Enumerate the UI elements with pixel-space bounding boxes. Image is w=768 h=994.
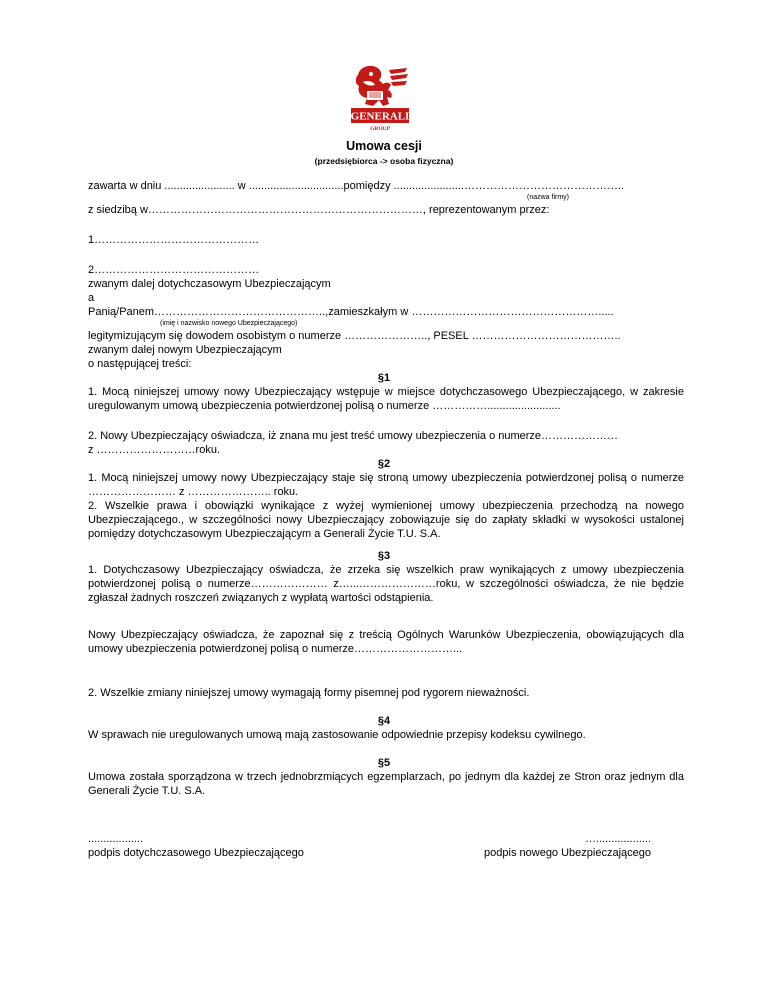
- section-1-heading: §1: [377, 372, 391, 384]
- section-2-paragraph-1: 1. Mocą niniejszej umowy nowy Ubezpieczający staje się stroną umowy ubezpieczenia potwierdzonej polisą o numerze …………………… z ………………….. roku.: [88, 472, 684, 498]
- section-4-paragraph: W sprawach nie uregulowanych umową mają zastosowanie odpowiednie przepisy kodeksu cywilnego.: [88, 729, 586, 741]
- logo-wordmark: GENERALI: [350, 110, 410, 123]
- generali-logo: [349, 64, 411, 134]
- section-1-paragraph-2-line-2: z ………………………roku.: [88, 444, 221, 456]
- section-2-heading: §2: [377, 458, 391, 470]
- section-3-paragraph-2: Nowy Ubezpieczający oświadcza, że zapoznał się z treścią Ogólnych Warunków Ubezpieczenia, obowiązujących dla umowy ubezpieczenia potwierdzonej polisą o numerze………………………...: [88, 629, 684, 655]
- contract-date-line: zawarta w dniu ....................... w ...............................pomiędzy .......................……………………………………..: [88, 180, 625, 192]
- content-intro: o następującej treści:: [88, 358, 192, 370]
- section-4-heading: §4: [377, 715, 391, 727]
- section-5-heading: §5: [377, 757, 391, 769]
- representative-2: 2………………………………………: [88, 264, 260, 276]
- section-3-paragraph-1: 1. Dotychczasowy Ubezpieczający oświadcza, że zrzeka się wszelkich praw wynikających z umowy ubezpieczenia potwierdzonej polisą o numerze………………… z…...…………………roku, w szczególności oświadcza, że nie będzie zgłaszał żadnych roszczeń związanych z wypłatą wartości odstąpienia.: [88, 564, 684, 604]
- generali-lion-icon: [349, 64, 411, 134]
- signature-right-dots: …..................: [584, 833, 651, 845]
- signature-right-label: podpis nowego Ubezpieczającego: [484, 847, 651, 859]
- document-title: Umowa cesji: [346, 139, 422, 153]
- document-subtitle: (przedsiębiorca -> osoba fizyczna): [314, 156, 454, 166]
- section-2-paragraph-2: 2. Wszelkie prawa i obowiązki wynikające z wyżej wymienionej umowy ubezpieczenia przechodzą na nowego Ubezpieczającego., w szczególności nowy Ubezpieczający zobowiązuje się do zapłaty składki w wysokości ustalonej pomiędzy dotychczasowym Ubezpieczającym a Generali Życie T.U. S.A.: [88, 500, 684, 540]
- company-name-note: (nazwa firmy): [527, 194, 570, 201]
- person-line: Panią/Panem………………………………………..,zamieszkałym w …………………………………………….....: [88, 306, 614, 318]
- logo-group: GROUP: [370, 126, 390, 132]
- signature-left-label: podpis dotychczasowego Ubezpieczającego: [88, 847, 304, 859]
- signature-left-dots: ..................: [88, 833, 144, 845]
- previous-insured-label: zwanym dalej dotychczasowym Ubezpieczającym: [88, 278, 331, 290]
- section-1-paragraph-2-line-1: 2. Nowy Ubezpieczający oświadcza, iż znana mu jest treść umowy ubezpieczenia o numerze…………………: [88, 430, 619, 442]
- section-3-heading: §3: [377, 550, 391, 562]
- person-name-note: (imię i nazwisko nowego Ubezpieczającego): [160, 320, 298, 327]
- new-insured-label: zwanym dalej nowym Ubezpieczającym: [88, 344, 282, 356]
- id-document-line: legitymizującym się dowodem osobistym o numerze ………………….., PESEL …………………………………..: [88, 330, 621, 342]
- section-5-paragraph: Umowa została sporządzona w trzech jednobrzmiących egzemplarzach, po jednym dla każdej ze Stron oraz jednym dla Generali Życie T.U. S.A.: [88, 771, 684, 797]
- headquarters-line: z siedzibą w…………………………………………………………………, reprezentowanym przez:: [88, 204, 550, 216]
- representative-1: 1………………………………………: [88, 234, 260, 246]
- section-1-paragraph-1: 1. Mocą niniejszej umowy nowy Ubezpieczający wstępuje w miejsce dotychczasowego Ubezpieczającego, w zakresie uregulowanym umową ubezpieczenia potwierdzonej polisą o numerze ……………........................: [88, 386, 684, 412]
- section-3-paragraph-3: 2. Wszelkie zmiany niniejszej umowy wymagają formy pisemnej pod rygorem nieważności.: [88, 687, 530, 699]
- and-conjunction: a: [88, 292, 95, 304]
